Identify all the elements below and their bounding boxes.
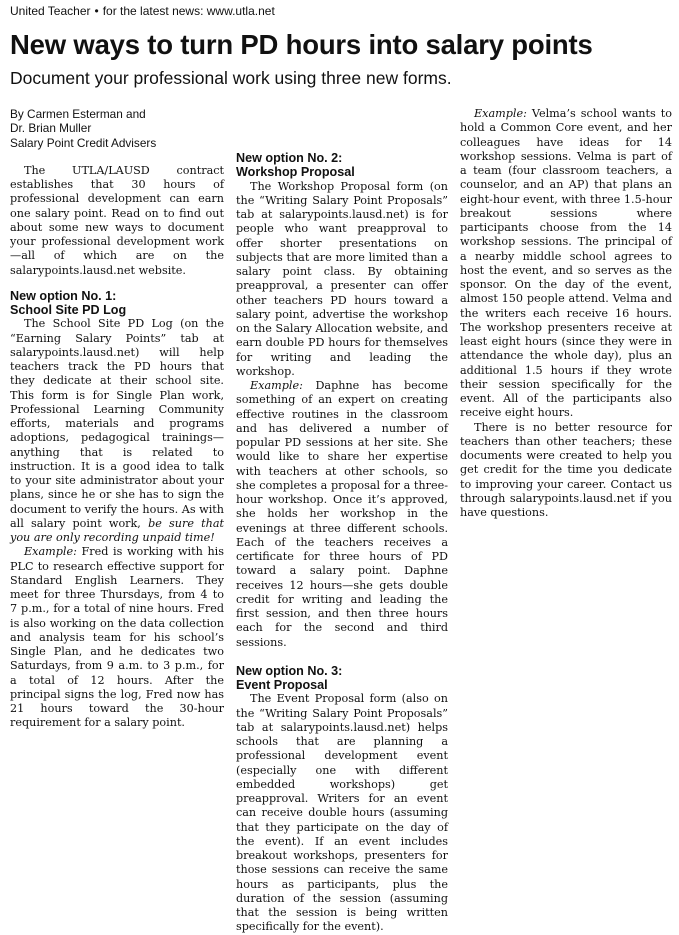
intro-paragraph: The UTLA/LAUSD contract establishes that 30 hours of professional development can earn one salary point. Read on to find out about some new ways to document your professional development work—all of which are on the salarypoints.lausd.net website. — [10, 163, 224, 277]
byline-line: Dr. Brian Muller — [10, 121, 92, 136]
option1-heading-line: School Site PD Log — [10, 303, 127, 318]
option1-example — [10, 545, 224, 730]
option2-heading-line: Workshop Proposal — [236, 165, 355, 180]
publication-name: United Teacher — [10, 4, 91, 18]
byline-line: By Carmen Esterman and — [10, 107, 146, 121]
closing-paragraph: There is no better resource for teachers than other teachers; these documents were created to help you get credit for the time you dedicate to improving your career. Contact us through salarypoints.lausd.net if you have questions. — [460, 420, 672, 519]
option1-example-text: Fred is working with his PLC to research effective support for Standard English Learners. They meet for three Thursdays, from 4 to 7 p.m., for a total of nine hours. Fred is also working on the data collection and analysis team for his school’s Single Plan, and he dedicates two Saturdays, from 9 a.m. to 3 p.m., for a total of 12 hours. After the principal signs the log, Fred now has 21 hours toward the 30-hour requirement for a salary point. — [10, 545, 224, 730]
example-label: Example: — [474, 107, 527, 120]
option2-heading — [236, 151, 448, 180]
option1-heading-line: New option No. 1: — [10, 288, 117, 303]
column-2 — [236, 107, 448, 935]
option3-example — [460, 107, 672, 421]
option2-example — [236, 379, 448, 650]
option3-example-text: Velma’s school wants to hold a Common Core event, and her colleagues have ideas for 14 workshop sessions. Velma is part of a team (four classroom teachers, a counselor, and an AP) that plans an eight-hour event, with three 1.5-hour breakout sessions where participants choose from the 14 workshop sessions. The principal of a nearby middle school agrees to host the event, and so serves as the sponsor. On the day of the event, almost 150 people attend. Velma and the writers each receive 16 hours. The workshop presenters receive at least eight hours (since they were in attendance the whole day), plus an additional 1.5 hours if they wrote their session specifically for the event. All of the participants also receive eight hours. — [460, 107, 672, 420]
option2-heading-line: New option No. 2: — [236, 151, 343, 165]
option1-emphasis: be sure that you are only recording unpaid time! — [10, 516, 224, 545]
header-tagline: for the latest news: www.utla.net — [102, 4, 275, 18]
byline-line: Salary Point Credit Advisers — [10, 135, 157, 150]
column-1 — [10, 107, 224, 731]
option2-body: The Workshop Proposal form (on the “Writing Salary Point Proposals” tab at salarypoints.lausd.net) is for people who want preapproval to offer shorter presentations on subjects that are more limited than a salary point class. By obtaining preapproval, a presenter can offer other teachers PD hours toward a salary point, advertise the workshop on the Salary Allocation website, and earn double PD hours for themselves for writing and leading the workshop. — [236, 179, 448, 378]
column-3 — [460, 107, 672, 520]
option3-body: The Event Proposal form (also on the “Writing Salary Point Proposals” tab at salarypoints.lausd.net) helps schools that are planning a professional development event (especially one with different embedded workshops) get preapproval. Writers for an event can receive double hours (assuming that they participate on the day of the event). If an event includes breakout workshops, presenters for those sessions can receive the same hours as participants, plus the duration of the session (assuming that the session is being written specifically for the event). — [236, 692, 448, 934]
example-label: Example: — [250, 379, 303, 393]
option1-body — [10, 317, 224, 545]
article-title: New ways to turn PD hours into salary points — [10, 29, 593, 60]
example-label: Example: — [24, 545, 77, 559]
option3-heading-line: New option No. 3: — [236, 663, 343, 678]
option1-body-text: The School Site PD Log (on the “Earning Salary Points” tab at salarypoints.lausd.net) will help teachers track the PD hours that they dedicate at their school site. This form is for Single Plan work, Professional Learning Community efforts, materials and programs adoptions, pedagogical trainings—anything that is related to instruction. It is a good idea to talk to your site administrator about your plans, since he or she has to sign the document to verify the hours. As with all salary point work, — [10, 317, 224, 530]
article-subtitle: Document your professional work using three new forms. — [10, 68, 452, 88]
header-separator: • — [94, 4, 99, 18]
option1-heading — [10, 289, 224, 318]
running-header — [10, 4, 275, 18]
option3-heading-line: Event Proposal — [236, 678, 328, 693]
option2-example-text: Daphne has become something of an expert on creating effective routines in the classroom and has delivered a number of popular PD sessions at her site. She would like to share her expertise with teachers at other schools, so she completes a proposal for a three-hour workshop. Once it’s approved, she holds her workshop in the evenings at three different schools. Each of the teachers receives a certificate for three hours of PD toward a salary point. Daphne receives 12 hours—she gets double credit for writing and leading the first session, and then three hours each for the second and third sessions. — [236, 379, 448, 649]
option3-heading — [236, 664, 448, 693]
byline — [10, 107, 224, 150]
